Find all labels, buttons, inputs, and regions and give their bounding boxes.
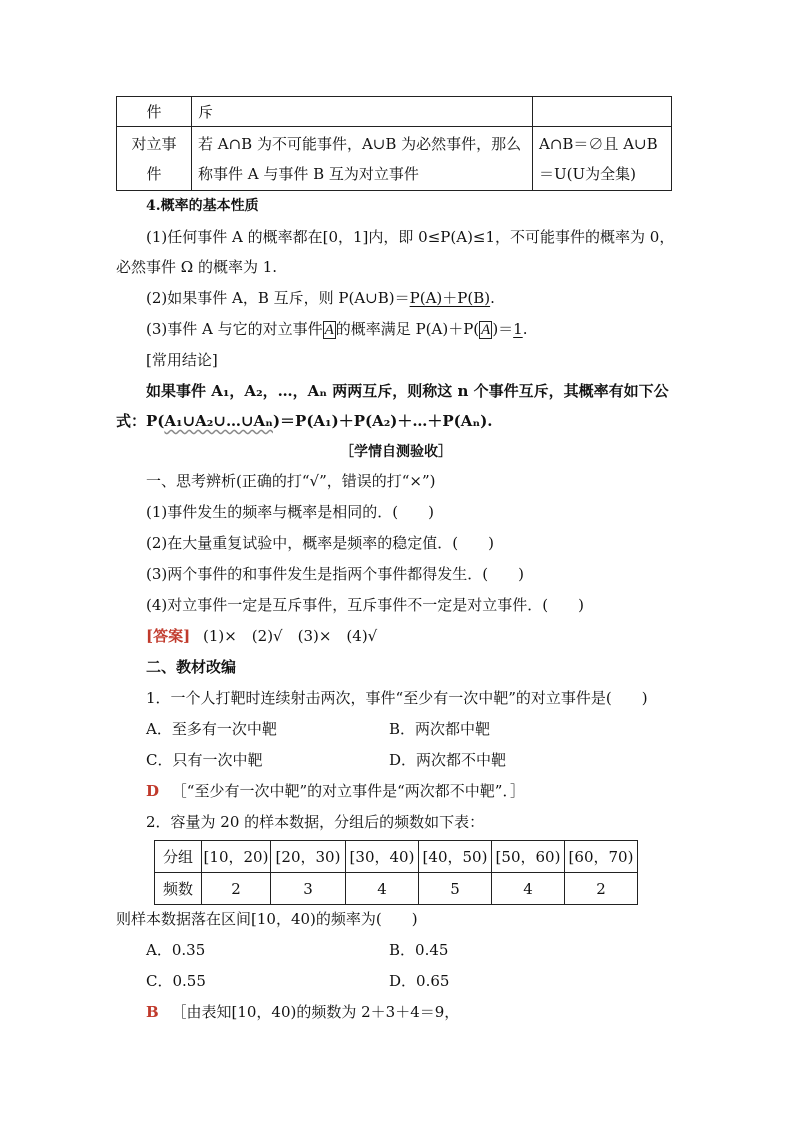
option-d: D．两次都不中靶: [389, 751, 507, 769]
table-cell: [192, 127, 533, 191]
count-cell: 2: [565, 873, 638, 905]
answer-text: ［由表知[10，40)的频数为 2＋3＋4＝9，: [171, 1003, 460, 1021]
group-cell: [30，40): [346, 841, 419, 873]
cell-text: A∩B＝∅且 A∪B: [539, 134, 658, 153]
section-heading: 4.概率的基本性质: [146, 198, 259, 214]
table-cell: [117, 127, 192, 191]
group-cell: [60，70): [565, 841, 638, 873]
question-line: (2)在大量重复试验中，概率是频率的稳定值．( ): [146, 534, 494, 552]
cell-text: 件: [146, 103, 162, 121]
count-cell: 4: [492, 873, 565, 905]
complement-symbol: A: [481, 322, 491, 338]
count-cell: 5: [419, 873, 492, 905]
question-line: 则样本数据落在区间[10，40)的频率为( ): [116, 910, 418, 928]
cell-text: 件: [146, 164, 162, 183]
answer-text: (1)× (2)√ (3)× (4)√: [202, 627, 378, 645]
answer-letter: B: [146, 1003, 159, 1021]
cell-text: ＝U(U为全集): [539, 164, 636, 183]
table-cell: [117, 97, 192, 127]
group-cell: [20，30): [271, 841, 346, 873]
text-span: )＝: [492, 320, 514, 338]
question-line: (4)对立事件一定是互斥事件，互斥事件不一定是对立事件．( ): [146, 596, 584, 614]
count-cell: 3: [271, 873, 346, 905]
paragraph-line: (1)任何事件 A 的概率都在[0，1]内，即 0≤P(A)≤1，不可能事件的概率为 0，: [146, 228, 675, 246]
question-stem: 2．容量为 20 的样本数据，分组后的频数如下表：: [146, 813, 485, 831]
section-title: ［学情自测验收］: [340, 444, 452, 460]
text-span: .: [490, 289, 495, 307]
table-cell: [533, 97, 672, 127]
option-b: B．两次都中靶: [389, 720, 491, 738]
option-c: C．0.55: [146, 972, 206, 990]
definition-table: [116, 96, 672, 191]
complement-symbol: A: [324, 322, 334, 338]
group-cell: [50，60): [492, 841, 565, 873]
conclusion-line: [116, 410, 493, 431]
text-span: (2)如果事件 A，B 互斥，则 P(A∪B)＝: [146, 289, 410, 307]
option-b: B．0.45: [389, 941, 449, 959]
cell-text: 斥: [198, 103, 214, 121]
paragraph-line: 必然事件 Ω 的概率为 1.: [116, 258, 278, 276]
answer-text: ［“至少有一次中靶”的对立事件是“两次都不中靶”．］: [171, 782, 525, 800]
option-a: A．至多有一次中靶: [146, 720, 277, 738]
paragraph-line: [146, 318, 528, 339]
text-span: (3)事件 A 与它的对立事件: [146, 320, 323, 338]
paragraph-line: [146, 287, 495, 308]
count-cell: 2: [202, 873, 271, 905]
conclusion-label: [常用结论]: [146, 351, 218, 369]
option-c: C．只有一次中靶: [146, 751, 263, 769]
answer-line: [146, 625, 377, 646]
text-span: 的概率满足 P(A)＋P(: [335, 320, 480, 338]
count-cell: 4: [346, 873, 419, 905]
cell-text: 若 A∩B 为不可能事件，A∪B 为必然事件，那么: [198, 134, 522, 153]
text-span: .: [522, 320, 528, 338]
text-span: )＝P(A₁)＋P(A₂)＋…＋P(Aₙ).: [272, 412, 493, 430]
answer-line: [146, 780, 525, 801]
option-a: A．0.35: [146, 941, 206, 959]
answer-blank: 1: [513, 320, 523, 338]
cell-text: 称事件 A 与事件 B 互为对立事件: [198, 164, 419, 183]
conclusion-line: 如果事件 A₁，A₂，…，Aₙ 两两互斥，则称这 n 个事件互斥，其概率有如下公: [146, 382, 669, 400]
question-stem: 1．一个人打靶时连续射击两次，事件“至少有一次中靶”的对立事件是( ): [146, 689, 648, 707]
part-title: 一、思考辨析(正确的打“√”，错误的打“×”): [146, 472, 436, 490]
table-header-cell: 频数: [155, 873, 202, 905]
answer-line: [146, 1001, 459, 1022]
frequency-table: [154, 840, 638, 905]
text-span: 式：P(: [116, 412, 165, 430]
answer-blank: P(A)＋P(B): [409, 289, 491, 307]
table-cell: [533, 127, 672, 191]
cell-text: 对立事: [131, 134, 177, 153]
group-cell: [40，50): [419, 841, 492, 873]
answer-letter: D: [146, 782, 160, 800]
group-cell: [10，20): [202, 841, 271, 873]
table-cell: [192, 97, 533, 127]
formula-span: A₁∪A₂∪…∪Aₙ: [164, 412, 273, 430]
answer-label: [答案]: [146, 627, 191, 645]
option-d: D．0.65: [389, 972, 450, 990]
part-title: 二、教材改编: [146, 658, 237, 676]
table-header-cell: 分组: [155, 841, 202, 873]
question-line: (1)事件发生的频率与概率是相同的．( ): [146, 503, 434, 521]
question-line: (3)两个事件的和事件发生是指两个事件都得发生．( ): [146, 565, 524, 583]
